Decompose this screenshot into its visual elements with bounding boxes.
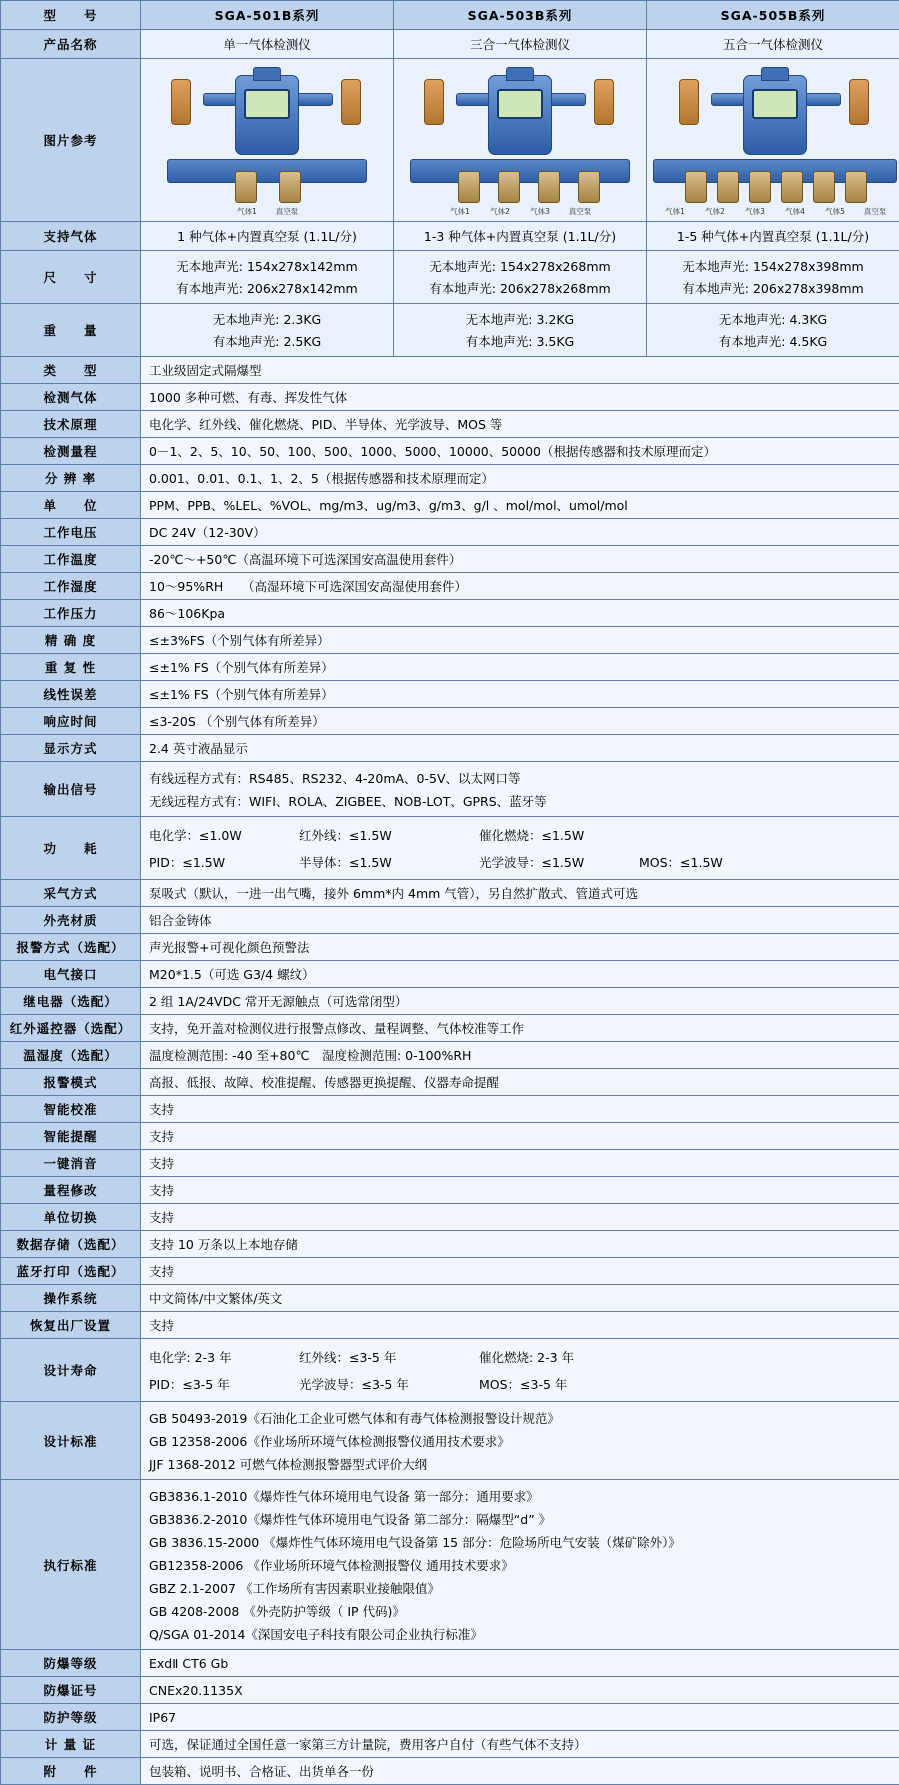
support-gas-3: 1-5 种气体+内置真空泵 (1.1L/分) — [647, 222, 899, 251]
row-value: ≤±1% FS（个别气体有所差异） — [141, 654, 899, 681]
row-label: 工作湿度 — [1, 573, 141, 600]
table-row-spec — [1, 411, 899, 438]
life-values — [141, 1339, 899, 1402]
row-value: 0.001、0.01、0.1、1、2、5（根据传感器和技术原理而定） — [141, 465, 899, 492]
row-value: 1000 多种可燃、有毒、挥发性气体 — [141, 384, 899, 411]
weight-2 — [394, 304, 647, 357]
table-row-spec — [1, 988, 899, 1015]
life-optical: 光学波导：≤3-5 年 — [299, 1373, 479, 1395]
power-line-1 — [149, 821, 891, 848]
row-value: DC 24V（12-30V） — [141, 519, 899, 546]
sensor-probe — [781, 171, 803, 203]
row-label: 采气方式 — [1, 880, 141, 907]
weight-with-alarm: 有本地声光: 2.5KG — [147, 330, 387, 352]
size-no-alarm: 无本地声光: 154x278x142mm — [147, 255, 387, 277]
exec-standard-values — [141, 1480, 899, 1650]
device-captions-2 — [410, 206, 630, 217]
size-1 — [141, 251, 394, 304]
table-row-power — [1, 817, 899, 880]
row-value: 支持 — [141, 1150, 899, 1177]
table-row-spec — [1, 573, 899, 600]
device-image-3 — [647, 59, 899, 222]
output-values — [141, 762, 899, 817]
row-label: 防护等级 — [1, 1704, 141, 1731]
power-optical: 光学波导：≤1.5W — [479, 851, 639, 873]
standard-item: GB3836.1-2010《爆炸性气体环境用电气设备 第一部分：通用要求》 — [149, 1484, 891, 1507]
row-label: 精 确 度 — [1, 627, 141, 654]
enclosure-cap — [506, 67, 534, 81]
row-label: 恢复出厂设置 — [1, 1312, 141, 1339]
table-row-spec — [1, 961, 899, 988]
row-value: 工业级固定式隔爆型 — [141, 357, 899, 384]
row-label: 红外遥控器（选配） — [1, 1015, 141, 1042]
table-row-weight — [1, 304, 899, 357]
product-name-1: 单一气体检测仪 — [141, 30, 394, 59]
table-row-product-name — [1, 30, 899, 59]
lcd-screen — [752, 89, 798, 119]
vacuum-pump-left — [679, 79, 699, 125]
product-name-3: 五合一气体检测仪 — [647, 30, 899, 59]
design-standard-values — [141, 1402, 899, 1480]
weight-no-alarm: 无本地声光: 2.3KG — [147, 308, 387, 330]
caption: 真空泵 — [563, 206, 597, 217]
table-row-spec — [1, 1285, 899, 1312]
device-illustration-503b — [410, 67, 630, 217]
standard-item: GB3836.2-2010《爆炸性气体环境用电气设备 第二部分：隔爆型“d” 》 — [149, 1507, 891, 1530]
life-mos: MOS：≤3-5 年 — [479, 1373, 629, 1395]
table-row-spec — [1, 1177, 899, 1204]
row-label-life: 设计寿命 — [1, 1339, 141, 1402]
life-infrared: 红外线：≤3-5 年 — [299, 1346, 479, 1368]
row-label: 计 量 证 — [1, 1731, 141, 1758]
power-electrochemical: 电化学：≤1.0W — [149, 824, 299, 846]
lcd-screen — [497, 89, 543, 119]
manifold-bar — [167, 159, 367, 183]
sensor-probe — [235, 171, 257, 203]
table-row-spec — [1, 1123, 899, 1150]
sensor-probe — [685, 171, 707, 203]
row-label: 温湿度（选配） — [1, 1042, 141, 1069]
vacuum-pump-left — [424, 79, 444, 125]
weight-no-alarm: 无本地声光: 4.3KG — [653, 308, 893, 330]
table-row-support-gas — [1, 222, 899, 251]
row-label: 操作系统 — [1, 1285, 141, 1312]
table-row-life — [1, 1339, 899, 1402]
row-value: 包装箱、说明书、合格证、出货单各一份 — [141, 1758, 899, 1785]
power-values — [141, 817, 899, 880]
row-value: 铝合金铸体 — [141, 907, 899, 934]
life-line-2 — [149, 1370, 891, 1397]
table-row-spec — [1, 1150, 899, 1177]
table-row-size — [1, 251, 899, 304]
device-image-2 — [394, 59, 647, 222]
device-image-1 — [141, 59, 394, 222]
weight-1 — [141, 304, 394, 357]
row-label-design-standard: 设计标准 — [1, 1402, 141, 1480]
row-label-weight: 重 量 — [1, 304, 141, 357]
power-semiconductor: 半导体：≤1.5W — [299, 851, 479, 873]
row-value: 高报、低报、故障、校准提醒、传感器更换提醒、仪器寿命提醒 — [141, 1069, 899, 1096]
row-label: 工作电压 — [1, 519, 141, 546]
row-label: 蓝牙打印（选配） — [1, 1258, 141, 1285]
row-label: 继电器（选配） — [1, 988, 141, 1015]
table-row-spec — [1, 934, 899, 961]
life-pid: PID：≤3-5 年 — [149, 1373, 299, 1395]
row-value: PPM、PPB、%LEL、%VOL、mg/m3、ug/m3、g/m3、g/l 、mol/mol、umol/mol — [141, 492, 899, 519]
row-value: 声光报警+可视化颜色预警法 — [141, 934, 899, 961]
caption: 气体1 — [443, 206, 477, 217]
row-value: 86～106Kpa — [141, 600, 899, 627]
standard-item: GB 12358-2006《作业场所环境气体检测报警仪通用技术要求》 — [149, 1429, 891, 1452]
caption: 气体2 — [698, 206, 732, 217]
enclosure-cap — [253, 67, 281, 81]
product-name-2: 三合一气体检测仪 — [394, 30, 647, 59]
table-row-spec — [1, 492, 899, 519]
row-label-product-name: 产品名称 — [1, 30, 141, 59]
life-electrochemical: 电化学: 2-3 年 — [149, 1346, 299, 1368]
row-label: 显示方式 — [1, 735, 141, 762]
output-wireless: 无线远程方式有：WIFI、ROLA、ZIGBEE、NOB-LOT、GPRS、蓝牙等 — [149, 789, 891, 812]
row-value: 温度检测范围: -40 至+80℃ 湿度检测范围: 0-100%RH — [141, 1042, 899, 1069]
table-row-spec — [1, 1731, 899, 1758]
table-row-spec — [1, 708, 899, 735]
left-arm — [456, 93, 492, 106]
row-value: 2 组 1A/24VDC 常开无源触点（可选常闭型） — [141, 988, 899, 1015]
row-value: IP67 — [141, 1704, 899, 1731]
row-label: 单 位 — [1, 492, 141, 519]
sensor-probe — [538, 171, 560, 203]
row-value: 0－1、2、5、10、50、100、500、1000、5000、10000、50000（根据传感器和技术原理而定） — [141, 438, 899, 465]
row-label: 量程修改 — [1, 1177, 141, 1204]
table-row-spec — [1, 465, 899, 492]
power-catalytic: 催化燃烧：≤1.5W — [479, 824, 629, 846]
table-row-spec — [1, 907, 899, 934]
row-label: 报警模式 — [1, 1069, 141, 1096]
row-label: 智能校准 — [1, 1096, 141, 1123]
row-value: 2.4 英寸液晶显示 — [141, 735, 899, 762]
right-arm — [297, 93, 333, 106]
caption: 气体1 — [658, 206, 692, 217]
row-value: ≤3-20S （个别气体有所差异） — [141, 708, 899, 735]
row-value: 可选，保证通过全国任意一家第三方计量院，费用客户自付（有些气体不支持） — [141, 1731, 899, 1758]
power-pid: PID：≤1.5W — [149, 851, 299, 873]
table-row-spec — [1, 1069, 899, 1096]
caption: 气体2 — [483, 206, 517, 217]
standard-item: Q/SGA 01-2014《深国安电子科技有限公司企业执行标准》 — [149, 1622, 891, 1645]
weight-with-alarm: 有本地声光: 3.5KG — [400, 330, 640, 352]
caption: 气体4 — [778, 206, 812, 217]
caption: 真空泵 — [270, 206, 304, 217]
device-captions-3 — [653, 206, 897, 217]
table-row-output — [1, 762, 899, 817]
row-label: 工作温度 — [1, 546, 141, 573]
device-illustration-501b — [167, 67, 367, 217]
row-label: 响应时间 — [1, 708, 141, 735]
table-row-spec — [1, 1204, 899, 1231]
enclosure-cap — [761, 67, 789, 81]
caption: 真空泵 — [858, 206, 892, 217]
row-value: 支持 10 万条以上本地存储 — [141, 1231, 899, 1258]
table-row-spec — [1, 1677, 899, 1704]
table-row-spec — [1, 735, 899, 762]
size-3 — [647, 251, 899, 304]
row-label: 类 型 — [1, 357, 141, 384]
table-row-spec — [1, 1042, 899, 1069]
life-catalytic: 催化燃烧: 2-3 年 — [479, 1346, 629, 1368]
table-row-spec — [1, 600, 899, 627]
size-with-alarm: 有本地声光: 206x278x398mm — [653, 277, 893, 299]
row-label: 检测气体 — [1, 384, 141, 411]
caption: 气体5 — [818, 206, 852, 217]
sensor-probe — [458, 171, 480, 203]
row-label: 技术原理 — [1, 411, 141, 438]
table-row-spec — [1, 654, 899, 681]
weight-no-alarm: 无本地声光: 3.2KG — [400, 308, 640, 330]
row-value: 10～95%RH （高湿环境下可选深国安高湿使用套件） — [141, 573, 899, 600]
caption: 气体1 — [230, 206, 264, 217]
size-with-alarm: 有本地声光: 206x278x142mm — [147, 277, 387, 299]
row-label-size: 尺 寸 — [1, 251, 141, 304]
support-gas-1: 1 种气体+内置真空泵 (1.1L/分) — [141, 222, 394, 251]
size-2 — [394, 251, 647, 304]
row-label: 防爆证号 — [1, 1677, 141, 1704]
table-row-spec — [1, 1258, 899, 1285]
table-row-spec — [1, 1096, 899, 1123]
vacuum-pump-right — [849, 79, 869, 125]
table-row-spec — [1, 438, 899, 465]
standard-item: GB 3836.15-2000 《爆炸性气体环境用电气设备第 15 部分：危险场所电气安装（煤矿除外）》 — [149, 1530, 891, 1553]
row-label: 智能提醒 — [1, 1123, 141, 1150]
table-row-spec — [1, 627, 899, 654]
row-label: 外壳材质 — [1, 907, 141, 934]
row-label-output: 输出信号 — [1, 762, 141, 817]
device-illustration-505b — [653, 67, 897, 217]
standard-item: JJF 1368-2012 可燃气体检测报警器型式评价大纲 — [149, 1452, 891, 1475]
row-value: 支持 — [141, 1204, 899, 1231]
row-label-model: 型 号 — [1, 1, 141, 30]
sensor-probe — [578, 171, 600, 203]
row-value: -20℃～+50℃（高温环境下可选深国安高温使用套件） — [141, 546, 899, 573]
row-value: ≤±1% FS（个别气体有所差异） — [141, 681, 899, 708]
weight-3 — [647, 304, 899, 357]
row-label-power: 功 耗 — [1, 817, 141, 880]
row-value: ≤±3%FS（个别气体有所差异） — [141, 627, 899, 654]
device-captions-1 — [167, 206, 367, 217]
sensor-probe — [813, 171, 835, 203]
standard-item: GB 4208-2008 《外壳防护等级（ IP 代码)》 — [149, 1599, 891, 1622]
table-row-model — [1, 1, 899, 30]
table-row-spec — [1, 1758, 899, 1785]
size-no-alarm: 无本地声光: 154x278x268mm — [400, 255, 640, 277]
weight-with-alarm: 有本地声光: 4.5KG — [653, 330, 893, 352]
table-row-spec — [1, 1704, 899, 1731]
power-mos: MOS：≤1.5W — [639, 851, 789, 873]
sensor-probe — [845, 171, 867, 203]
row-value: 支持 — [141, 1096, 899, 1123]
size-no-alarm: 无本地声光: 154x278x398mm — [653, 255, 893, 277]
row-label: 线性误差 — [1, 681, 141, 708]
standard-item: GB12358-2006 《作业场所环境气体检测报警仪 通用技术要求》 — [149, 1553, 891, 1576]
sensor-probe — [279, 171, 301, 203]
table-row-spec — [1, 384, 899, 411]
right-arm — [805, 93, 841, 106]
left-arm — [711, 93, 747, 106]
table-row-spec — [1, 519, 899, 546]
vacuum-pump-right — [341, 79, 361, 125]
standard-item: GBZ 2.1-2007 《工作场所有害因素职业接触限值》 — [149, 1576, 891, 1599]
row-value: 泵吸式（默认，一进一出气嘴，接外 6mm*内 4mm 气管），另自然扩散式、管道式可选 — [141, 880, 899, 907]
size-with-alarm: 有本地声光: 206x278x268mm — [400, 277, 640, 299]
table-row-spec — [1, 681, 899, 708]
model-505b: SGA-505B系列 — [647, 1, 899, 30]
table-row-image — [1, 59, 899, 222]
caption: 气体3 — [738, 206, 772, 217]
power-infrared: 红外线：≤1.5W — [299, 824, 479, 846]
row-label: 报警方式（选配） — [1, 934, 141, 961]
table-row-spec — [1, 880, 899, 907]
row-value: CNEx20.1135X — [141, 1677, 899, 1704]
row-value: 支持 — [141, 1258, 899, 1285]
table-row-design-standard — [1, 1402, 899, 1480]
sensor-probe — [498, 171, 520, 203]
left-arm — [203, 93, 239, 106]
table-row-spec — [1, 1312, 899, 1339]
vacuum-pump-right — [594, 79, 614, 125]
row-label: 防爆等级 — [1, 1650, 141, 1677]
sensor-probe — [717, 171, 739, 203]
model-503b: SGA-503B系列 — [394, 1, 647, 30]
row-label-support-gas: 支持气体 — [1, 222, 141, 251]
standard-item: GB 50493-2019《石油化工企业可燃气体和有毒气体检测报警设计规范》 — [149, 1406, 891, 1429]
output-wired: 有线远程方式有：RS485、RS232、4-20mA、0-5V、以太网口等 — [149, 766, 891, 789]
table-row-spec — [1, 357, 899, 384]
row-label: 分 辨 率 — [1, 465, 141, 492]
model-501b: SGA-501B系列 — [141, 1, 394, 30]
row-value: M20*1.5（可选 G3/4 螺纹） — [141, 961, 899, 988]
table-row-spec — [1, 1231, 899, 1258]
row-value: 支持 — [141, 1123, 899, 1150]
row-value: 支持 — [141, 1312, 899, 1339]
caption: 气体3 — [523, 206, 557, 217]
vacuum-pump-left — [171, 79, 191, 125]
row-label-exec-standard: 执行标准 — [1, 1480, 141, 1650]
row-label: 数据存储（选配） — [1, 1231, 141, 1258]
row-value: ExdⅡ CT6 Gb — [141, 1650, 899, 1677]
table-row-spec — [1, 1650, 899, 1677]
row-value: 电化学、红外线、催化燃烧、PID、半导体、光学波导、MOS 等 — [141, 411, 899, 438]
row-label: 工作压力 — [1, 600, 141, 627]
row-label: 附 件 — [1, 1758, 141, 1785]
row-label: 检测量程 — [1, 438, 141, 465]
life-line-1 — [149, 1343, 891, 1370]
row-label: 重 复 性 — [1, 654, 141, 681]
table-row-spec — [1, 546, 899, 573]
table-row-spec — [1, 1015, 899, 1042]
power-line-2 — [149, 848, 891, 875]
sensor-probe — [749, 171, 771, 203]
lcd-screen — [244, 89, 290, 119]
row-label: 一键消音 — [1, 1150, 141, 1177]
row-label: 电气接口 — [1, 961, 141, 988]
row-label: 单位切换 — [1, 1204, 141, 1231]
row-value: 支持 — [141, 1177, 899, 1204]
row-label-image: 图片参考 — [1, 59, 141, 222]
right-arm — [550, 93, 586, 106]
table-row-exec-standard — [1, 1480, 899, 1650]
support-gas-2: 1-3 种气体+内置真空泵 (1.1L/分) — [394, 222, 647, 251]
row-value: 支持，免开盖对检测仪进行报警点修改、量程调整、气体校准等工作 — [141, 1015, 899, 1042]
row-value: 中文简体/中文繁体/英文 — [141, 1285, 899, 1312]
